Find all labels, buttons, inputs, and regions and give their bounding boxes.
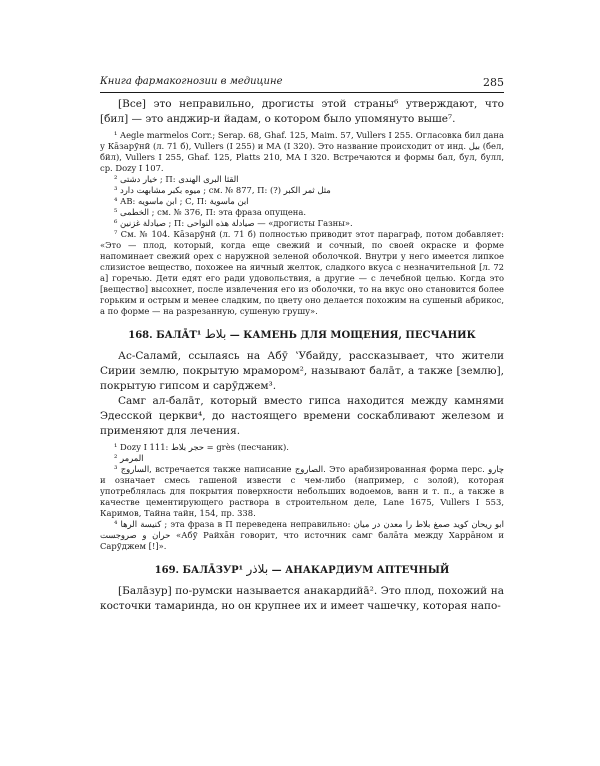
entry-169-heading (100, 562, 504, 578)
running-title: Книга фармакогнозии в медицине (100, 76, 283, 87)
entry-168-footnotes (100, 442, 504, 552)
footnote-6: ⁶ صيادلة غزنين ; П: صيادلة هذه النواحى — «дрогисты Газны». (114, 218, 353, 228)
footnote-168-1: ¹ Dozy I 111: حجر بلاط = grès (песчаник). (114, 442, 289, 452)
footnote-168-2: ² المرمر (114, 453, 144, 463)
entry-168-number-title: 168. БАЛĀТ¹ (128, 330, 202, 341)
intro-footnotes (100, 130, 504, 317)
entry-169-translation: — АНАКАРДИУМ АПТЕЧНЫЙ (271, 565, 450, 576)
running-header (100, 76, 504, 87)
footnote-4: ⁴ АВ: ابن ماسويه ; С, П: ابن ماسوية (114, 196, 249, 206)
header-rule (100, 92, 504, 93)
footnote-3: ³ ميوه بكبر مشابهت دارد ; см. № 877, П: (?) مثل ثمر الكبر (114, 185, 331, 195)
entry-168-heading (100, 327, 504, 343)
page-body (100, 97, 504, 614)
intro-paragraph: [Все] это неправильно, дрогисты этой страны⁶ утверждают, что [бил] — это анджир-и йадам, о котором было упомянуто выше⁷. (100, 98, 504, 125)
entry-169-paragraph: [Балāзур] по-румски называется анакардийā². Это плод, похожий на косточки тамаринда, но он крупнее их и имеет чашечку, которая напо- (100, 585, 504, 612)
entry-169-number-title: 169. БАЛĀЗУР¹ (154, 565, 244, 576)
entry-168-translation: — КАМЕНЬ ДЛЯ МОЩЕНИЯ, ПЕСЧАНИК (229, 330, 476, 341)
footnote-5: ⁵ الخطمى ; см. № 376, П: эта фраза опущена. (114, 207, 307, 217)
entry-168-paragraph-2: Самг ал-балāт, который вместо гипса находится между камнями Эдесской церкви⁴, до настоящего времени соскабливают железом и применяют для лечения. (100, 395, 504, 437)
footnote-168-3: ³ الساروج, встречается также написание الصاروج. Это арабизированная форма перс. چارو и означает смесь гашеной извести с чем-либо (например, с золой), которая употреблялась для покрытия поверхности небольших водоемов, ванн и т. п., а также в качестве цементирующего раствора в строительном деле, Lane 1675, Vullers I 553, Каримов, Тайна тайн, 154, пр. 338. (100, 464, 504, 518)
footnote-7: ⁷ См. № 104. Кāзарӯнӣ (л. 71 б) полностью приводит этот параграф, потом добавляет: «Это — плод, который, когда еще свежий и сочный, по своей окраске и форме напоминает свежий орех с наружной зеленой оболочкой. Внутри у него имеется липкое слизистое вещество, похожее на яичный желток, сладкого вкуса с незначительной [л. 72 а] горечью. Дети едят его ради удовольствия, а другие — с лечебной целью. Когда это [вещество] высохнет, после извлечения его из оболочки, то на вкус оно становится более горьким и острым и менее сладким, по цвету оно делается похожим на сушеный абрикос, а по форме — на разрезанную, сушеную грушу». (100, 229, 504, 316)
entry-169-arabic: بلاذر (246, 562, 269, 576)
footnote-168-4: ⁴ كنيسة الرها ; эта фраза в П переведена неправильно: ابو ريحان كويد صمغ بلاط را معدن در ميان حران و صروجست «Абӯ Райхāн говорит, что источник самг балāта между Харрāном и Сарӯджем [!]». (100, 519, 504, 551)
footnote-1: ¹ Aegle marmelos Corr.; Serap. 68, Ghaf. 125, Maim. 57, Vullers I 255. Огласовка бил дана у Кāзарӯнӣ (л. 71 б), Vullers (I 255) и МА (I 320). Это название происходит от инд. بيل (бел, бйл), Vullers I 255, Ghaf. 125, Platts 210, MA I 320. Встречаются и формы бал, бул, булл, ср. Dozy I 107. (100, 130, 504, 173)
footnote-2: ² خيار دشتى ; П: القثا البرى الهندى (114, 174, 239, 184)
entry-168-arabic: بلاط (204, 327, 227, 341)
page-number: 285 (483, 76, 504, 89)
entry-168-paragraph-1: Ас-Саламӣ, ссылаясь на Абӯ ʽУбайду, рассказывает, что жители Сирии землю, покрытую мрамором², называют балāт, а также [землю], покрытую гипсом и сарӯджем³. (100, 350, 504, 392)
